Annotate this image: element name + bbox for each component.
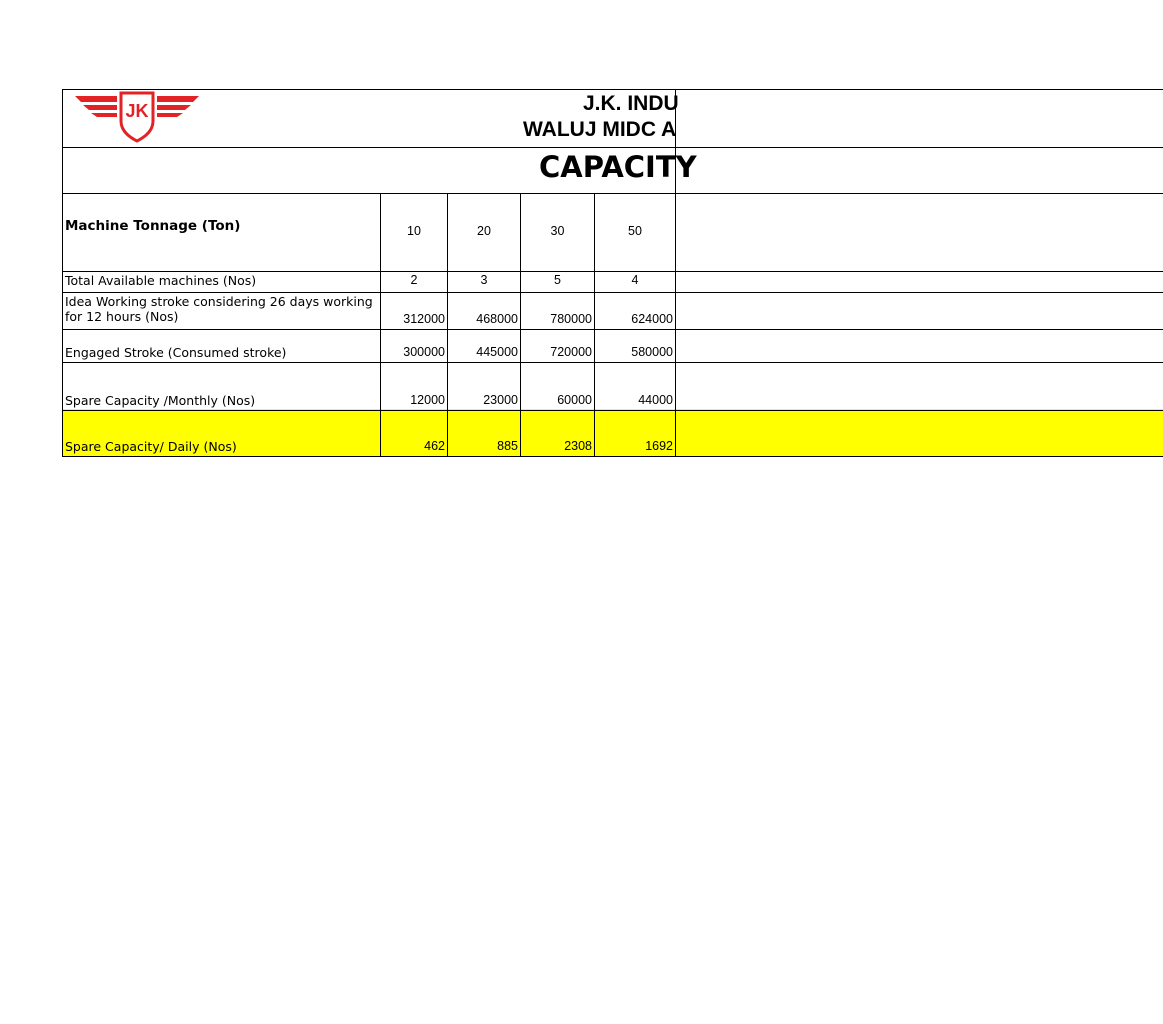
row-label-tonnage: Machine Tonnage (Ton)	[65, 218, 241, 234]
row-label-engaged-stroke: Engaged Stroke (Consumed stroke)	[65, 345, 287, 360]
grid-line	[63, 329, 1163, 330]
grid-line	[63, 292, 1163, 293]
grid-line	[63, 362, 1163, 363]
table-cell: 624000	[631, 312, 673, 326]
table-frame	[62, 89, 1163, 457]
table-cell: 23000	[483, 393, 518, 407]
logo-text: JK	[125, 101, 149, 121]
table-cell: 5	[554, 273, 561, 287]
company-line-2: WALUJ MIDC A	[523, 118, 677, 141]
tonnage-cell: 10	[407, 224, 421, 238]
table-cell: 60000	[557, 393, 592, 407]
grid-line	[63, 410, 1163, 411]
grid-line	[63, 147, 1163, 148]
table-cell: 300000	[403, 345, 445, 359]
table-cell: 468000	[476, 312, 518, 326]
capacity-sheet	[62, 89, 697, 457]
row-label-ideal-stroke: Idea Working stroke considering 26 days working for 12 hours (Nos)	[65, 294, 373, 324]
table-cell: 720000	[550, 345, 592, 359]
table-cell: 580000	[631, 345, 673, 359]
row-label-spare-daily: Spare Capacity/ Daily (Nos)	[65, 439, 237, 454]
grid-line	[63, 456, 1163, 457]
grid-line	[63, 89, 1163, 90]
table-cell: 2308	[564, 439, 592, 453]
table-cell: 1692	[645, 439, 673, 453]
table-cell: 312000	[403, 312, 445, 326]
company-logo	[75, 91, 199, 143]
company-line-1: J.K. INDU	[583, 92, 679, 115]
table-cell: 4	[631, 273, 639, 287]
table-cell: 3	[480, 273, 488, 287]
tonnage-cell: 50	[628, 224, 642, 238]
table-cell: 780000	[550, 312, 592, 326]
tonnage-cell: 30	[550, 224, 565, 238]
table-cell: 462	[424, 439, 445, 453]
table-cell: 2	[410, 273, 418, 287]
grid-line	[63, 271, 1163, 272]
table-cell: 44000	[638, 393, 673, 407]
company-name	[523, 91, 1123, 143]
row-label-spare-monthly: Spare Capacity /Monthly (Nos)	[65, 393, 256, 408]
row-label-total-machines: Total Available machines (Nos)	[65, 273, 257, 288]
table-cell: 885	[497, 439, 518, 453]
grid-line	[675, 89, 676, 457]
grid-line	[63, 193, 1163, 194]
sheet-title: CAPACITY	[539, 150, 697, 184]
tonnage-cell: 20	[477, 224, 491, 238]
table-cell: 12000	[410, 393, 445, 407]
table-cell: 445000	[476, 345, 518, 359]
